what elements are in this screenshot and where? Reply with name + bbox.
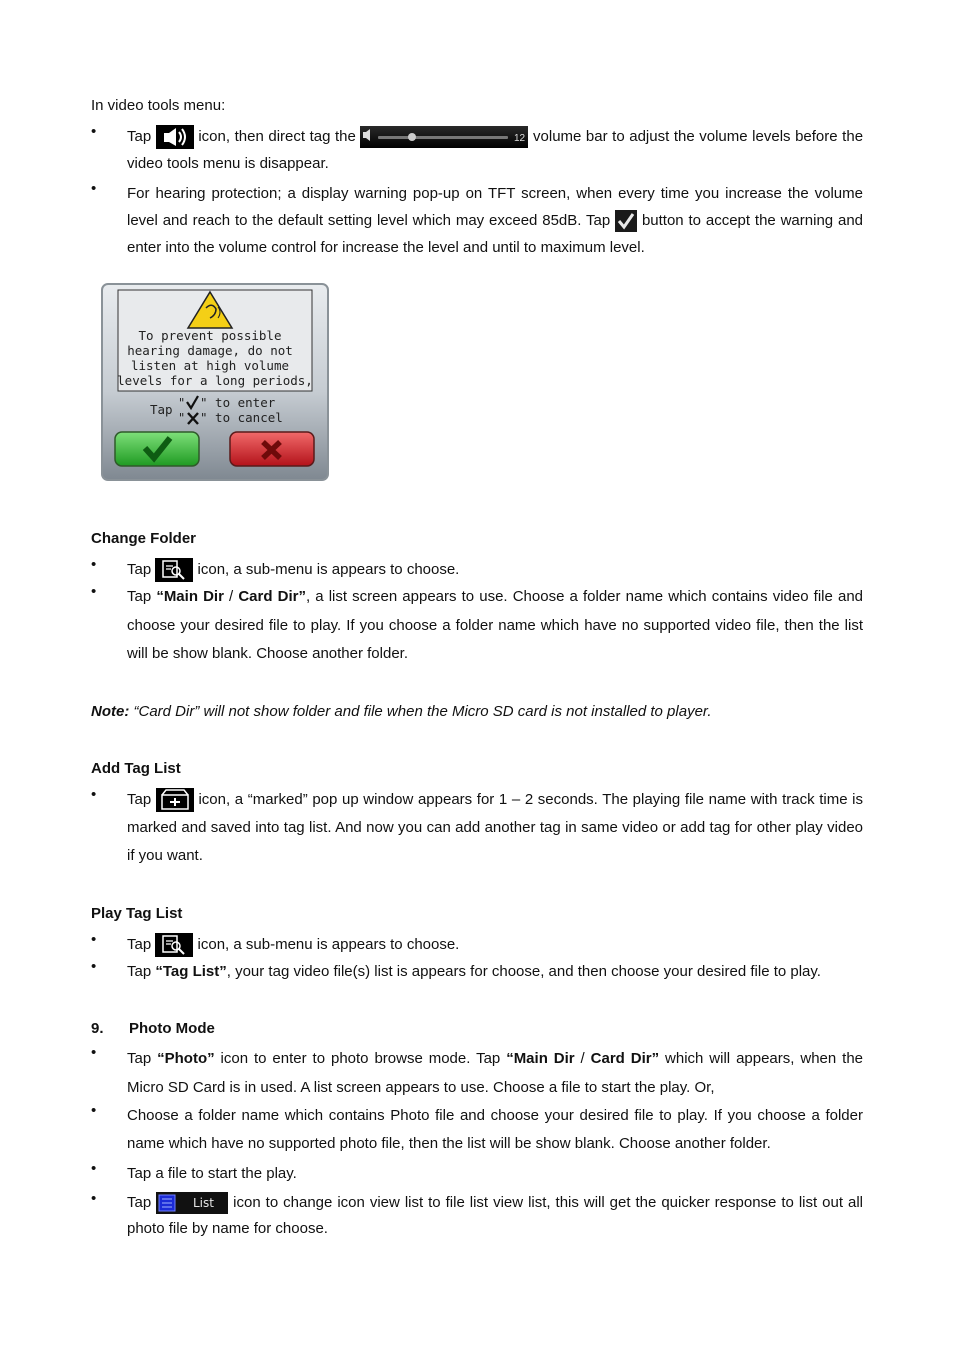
card-dir-label: Card Dir” [238,588,306,605]
svg-text:": " [178,411,186,425]
play-tag-text-1: icon, a sub-menu is appears to choose. [197,936,460,953]
tap-word: Tap [127,791,152,808]
photo-text-3: Tap a file to start the play. [127,1165,297,1182]
add-tag-icon [156,788,194,812]
popup-tap-label: Tap [150,402,173,417]
list-button-label: List [193,1196,215,1211]
hearing-text-a: For hearing protection; a display warning pop-up on TFT screen, when every time you increase the volume level and reach to the default setting level which may exceed 85dB. Tap [127,185,863,229]
list-view-button [156,1192,228,1214]
tag-list-label: “Tag List” [155,963,227,980]
note-label: Note: [91,703,130,720]
popup-line-1: To prevent possible [138,328,282,343]
main-dir-label: “Main Dir [156,588,224,605]
bullet-dot: • [91,180,97,197]
tap-word: Tap [127,936,152,953]
tap-word: Tap [127,588,157,605]
tap-word: Tap [127,963,156,980]
popup-cancel-button[interactable] [230,432,314,466]
popup-line-2: hearing damage, do not [127,343,293,358]
play-tag-text-2: , your tag video file(s) list is appears for choose, and then choose your desired file to play. [226,963,821,980]
change-folder-text-1: icon, a sub-menu is appears to choose. [197,561,460,578]
note-card-dir [91,703,712,720]
tap-word: Tap [127,561,152,578]
tap-word: Tap [127,128,152,145]
popup-cancel-label: " to cancel [200,410,283,425]
popup-enter-label: " to enter [200,395,276,410]
volume-text-b: volume bar to adjust the volume levels before the video tools menu is disappear. [127,128,864,172]
hearing-text-b: button to accept the warning and enter into the volume control for increase the level and until to maximum level. [127,212,864,256]
note-text: “Card Dir” will not show folder and file when the Micro SD card is not installed to player. [129,703,712,720]
bullet-dot: • [91,931,97,948]
popup-line-3: listen at high volume [130,358,290,373]
photo-text-4: icon to change icon view list to file list view list, this will get the quicker response to list out all photo file by name for choose. [127,1194,864,1237]
heading-photo-mode: Photo Mode [129,1020,215,1037]
card-dir-label: Card Dir” [590,1050,660,1067]
volume-slider-icon [360,126,528,148]
photo-label: “Photo” [157,1050,215,1067]
slash: / [574,1050,591,1067]
folder-search-icon [155,558,193,582]
bullet-dot: • [91,1044,97,1061]
heading-add-tag: Add Tag List [91,760,181,777]
heading-change-folder: Change Folder [91,530,197,547]
bullet-dot: • [91,583,97,600]
popup-line-4: levels for a long periods, [117,373,313,388]
bullet-dot: • [91,786,97,803]
volume-max-label: 12 [514,133,526,145]
volume-text-a: icon, then direct tag the [198,128,356,145]
folder-search-icon [155,933,193,957]
photo-text-1: which will appears, when the Micro SD Card is in used. A list screen appears to use. Choose a file to start the play. Or, [127,1050,864,1096]
bullet-dot: • [91,123,97,140]
tap-word: Tap [127,1194,152,1211]
bullet-dot: • [91,1190,97,1207]
svg-text:": " [178,396,186,410]
add-tag-text: icon, a “marked” pop up window appears for 1 – 2 seconds. The playing file name with track time is marked and saved into tag list. And now you can add another tag in same video or add tag for other play video if you want. [127,791,863,864]
heading-photo-number: 9. [91,1020,104,1037]
bullet-dot: • [91,1102,97,1119]
intro-text: In video tools menu: [91,97,226,114]
slash: / [223,588,239,605]
change-folder-text-2: , a list screen appears to use. Choose a folder name which contains video file and choose your desired file to play. If you choose a folder name which have no supported video file, then the list will be show blank. Choose another folder. [127,588,863,662]
bullet-dot: • [91,958,97,975]
bullet-dot: • [91,556,97,573]
popup-accept-button[interactable] [115,432,199,466]
bullet-dot: • [91,1160,97,1177]
photo-text-mid: icon to enter to photo browse mode. Tap [214,1050,507,1067]
photo-text-2: Choose a folder name which contains Photo file and choose your desired file to play. If you choose a folder name which have no supported photo file, then the list will be show blank. Choose another folder. [127,1107,863,1152]
check-icon [615,210,637,232]
tap-word: Tap [127,1050,158,1067]
speaker-icon [156,125,194,149]
hearing-warning-popup [100,282,330,482]
main-dir-label: “Main Dir [506,1050,575,1067]
heading-play-tag: Play Tag List [91,905,183,922]
